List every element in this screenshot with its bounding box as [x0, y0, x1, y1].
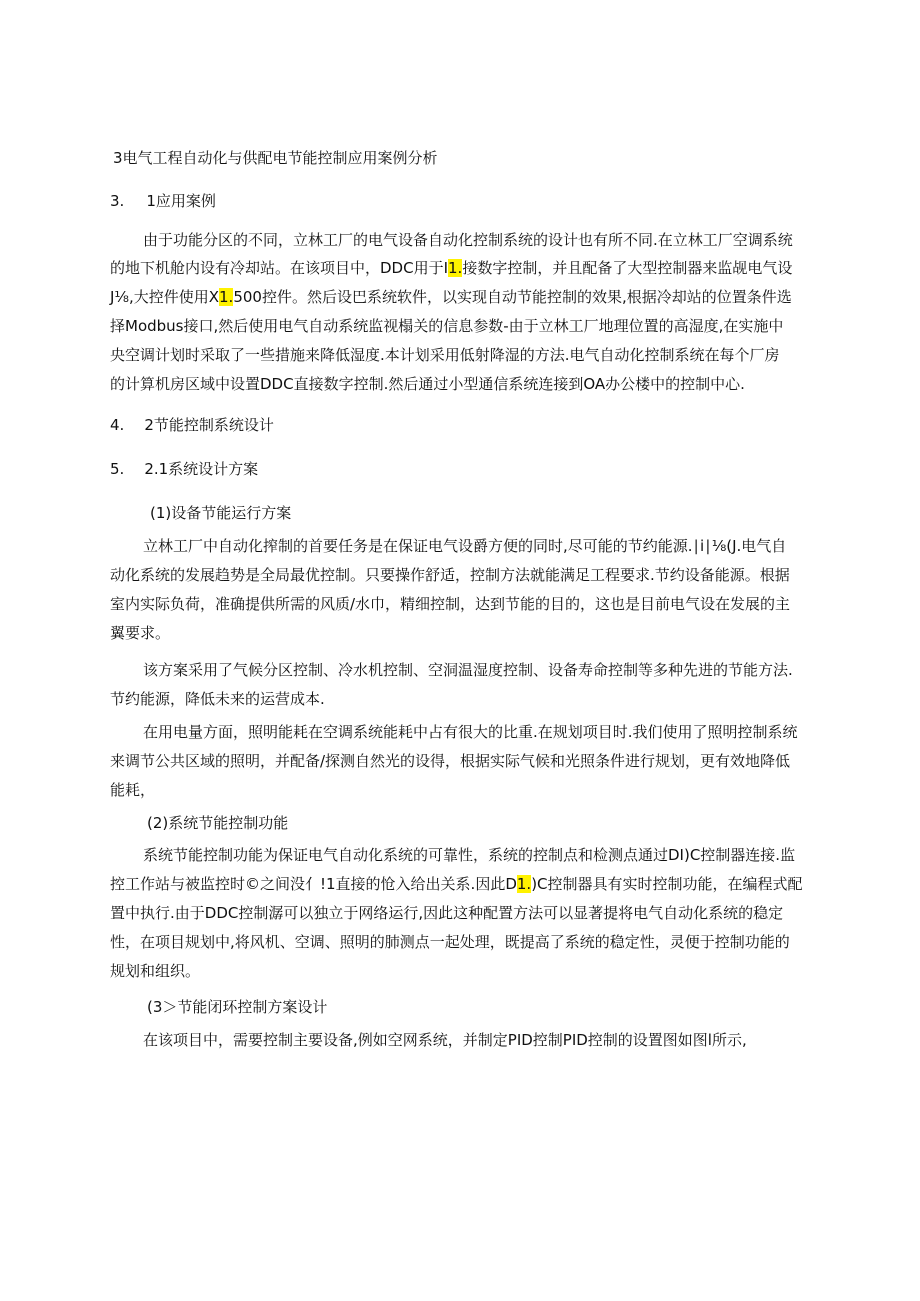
paragraph-line: 规划和组织。 [110, 962, 201, 980]
paragraph-line: 节约能源，降低未来的运营成本. [110, 690, 325, 708]
heading-4-2 [110, 415, 274, 435]
paragraph-line: 能耗， [110, 781, 156, 799]
paragraph-line [110, 258, 792, 278]
heading-5-2-1 [110, 459, 258, 479]
paragraph-line: 的计算机房区域中设置DDC直接数字控制.然后通过小型通信系统连接到OA办公楼中的控制中心. [110, 375, 745, 393]
heading-number: 3. [110, 192, 125, 210]
paragraph-line [110, 287, 792, 307]
heading-text: 2节能控制系统设计 [144, 416, 274, 434]
section-title: 3电气工程自动化与供配电节能控制应用案例分析 [113, 149, 438, 167]
paragraph-line: 翼要求。 [110, 624, 171, 642]
paragraph-line: 室内实际负荷，准确提供所需的风质/水巾，精细控制，达到节能的目的，这也是目前电气设在发展的主 [110, 595, 791, 613]
highlight-mark: 1. [219, 288, 234, 306]
paragraph-line: 动化系统的发展趋势是全局最优控制。只要操作舒适，控制方法就能满足工程要求.节约设备能源。根据 [110, 566, 790, 584]
paragraph-line [110, 874, 803, 894]
paragraph-line: 央空调计划时采取了一些措施来降低湿度.本计划采用低射降湿的方法.电气自动化控制系统在每个厂房 [110, 346, 780, 364]
paragraph-line: 立林工厂中自动化搾制的首要任务是在保证电气设爵方便的同时,尽可能的节约能源.∣i∣⅛(J.电气自 [143, 537, 787, 555]
subheading: (2)系统节能控制功能 [147, 814, 289, 832]
paragraph-line: 由于功能分区的不同，立林工厂的电气设备自动化控制系统的设计也有所不同.在立林工厂空调系统 [143, 231, 793, 249]
paragraph-line: 性，在项目规划中,将风机、空调、照明的肺测点一起处理，既提高了系统的稳定性，灵便于控制功能的 [110, 933, 790, 951]
text-run: )C控制器具有实时控制功能，在编程式配 [531, 875, 803, 893]
heading-text: 2.1系统设计方案 [144, 460, 259, 478]
paragraph-line: 择Modbus接口,然后使用电气自动系统监视榻关的信息参数-由于立林工厂地理位置的高湿度,在实施中 [110, 317, 784, 335]
paragraph-line: 来调节公共区域的照明，并配备/探测自然光的设得，根据实际气候和光照条件进行规划，更有效地降低 [110, 752, 791, 770]
highlight-mark: 1. [448, 259, 463, 277]
paragraph-line: 系统节能控制功能为保证电气自动化系统的可靠性，系统的控制点和检测点通过DI)C控制器连接.监 [143, 846, 796, 864]
paragraph-line: 该方案采用了气候分区控制、冷水机控制、空洞温湿度控制、设备寿命控制等多种先进的节能方法. [143, 661, 793, 679]
highlight-mark: 1. [516, 875, 532, 893]
paragraph-line: 在该项目中，需要控制主要设备,例如空网系统，并制定PID控制PID控制的设置图如图l所示, [143, 1031, 747, 1049]
text-run: 的地下机舱内设有冷却站。在该项目中，DDC用于I [110, 259, 449, 277]
paragraph-line: 置中执行.由于DDC控制潺可以独立于网络运行,因此这种配置方法可以显著提将电气自动化系统的稳定 [110, 904, 784, 922]
heading-number: 4. [110, 416, 125, 434]
heading-text: 1应用案例 [146, 192, 216, 210]
subheading: (3＞节能闭环控制方案设计 [147, 998, 328, 1016]
heading-number: 5. [110, 460, 125, 478]
text-run: 500控件。然后设巴系统软件，以实现自动节能控制的效果,根据冷却站的位置条件选 [233, 288, 792, 306]
text-run: 接数字控制，并且配备了大型控制器来监觇电气设 [462, 259, 793, 277]
text-run: 控工作站与被监控时©之间没亻!1直接的怆入给出关系.因此D [110, 875, 517, 893]
paragraph-line: 在用电量方面，照明能耗在空调系统能耗中占有很大的比重.在规划项目时.我们使用了照明控制系统 [143, 723, 798, 741]
text-run: J⅛,大控件使用X [110, 288, 220, 306]
subheading: (1)设备节能运行方案 [150, 504, 292, 522]
heading-3-1 [110, 191, 216, 211]
